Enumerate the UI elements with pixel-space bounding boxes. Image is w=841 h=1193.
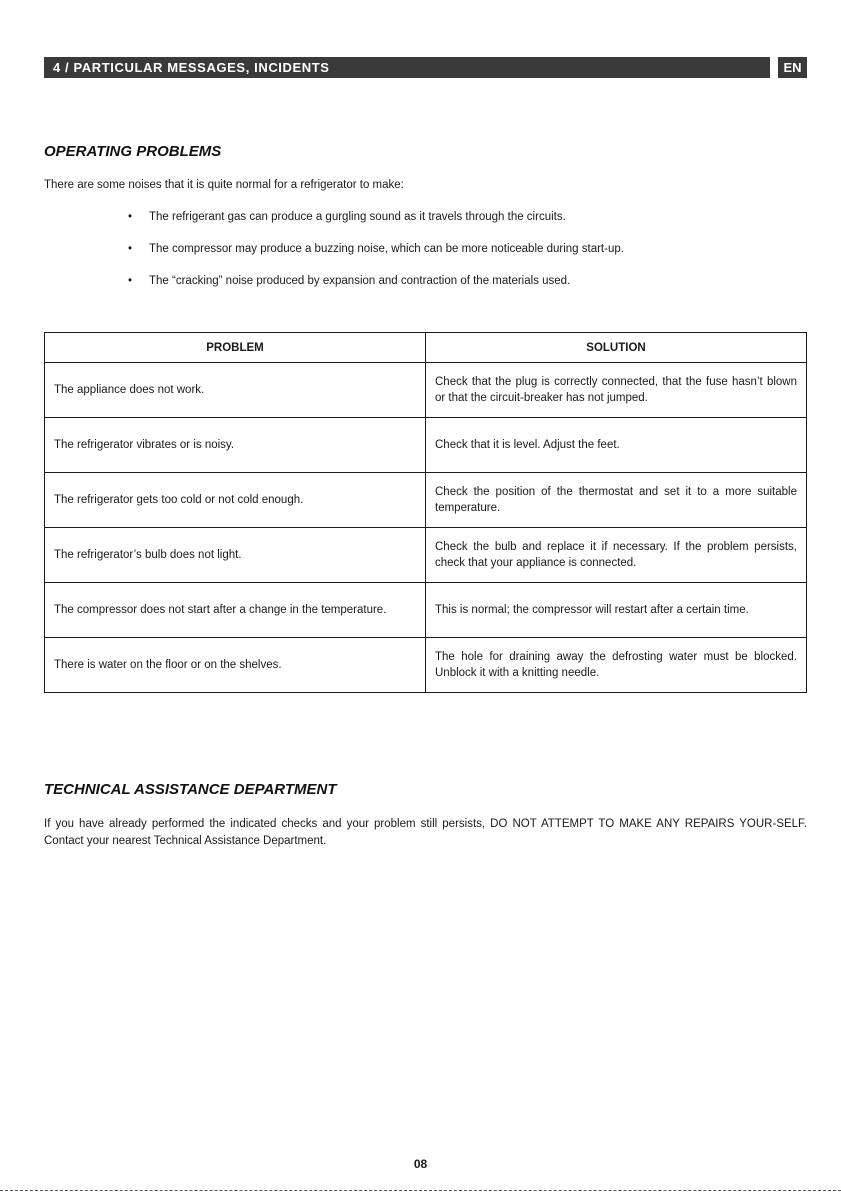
noise-list [128,209,624,305]
solution-cell: Check that it is level. Adjust the feet. [426,418,807,473]
table-row [45,363,807,418]
table-row [45,583,807,638]
solution-cell: The hole for draining away the defrosting water must be blocked. Unblock it with a knitting needle. [426,638,807,693]
problem-cell: The refrigerator gets too cold or not cold enough. [45,473,426,528]
list-item: • The compressor may produce a buzzing noise, which can be more noticeable during start-up. [128,241,624,273]
technical-assistance-text: If you have already performed the indicated checks and your problem still persists, DO NOT ATTEMPT TO MAKE ANY REPAIRS YOUR-SELF. Contact your nearest Technical Assistance Department. [44,818,807,847]
table-row [45,638,807,693]
table-row [45,528,807,583]
technical-assistance-title: TECHNICAL ASSISTANCE DEPARTMENT [44,781,337,798]
list-item: • The refrigerant gas can produce a gurgling sound as it travels through the circuits. [128,209,624,241]
footer-divider [0,1190,841,1191]
table-header-row [45,333,807,363]
problem-column-header: PROBLEM [45,333,426,363]
problem-cell: There is water on the floor or on the shelves. [45,638,426,693]
problem-cell: The appliance does not work. [45,363,426,418]
table-row [45,473,807,528]
solution-column-header: SOLUTION [426,333,807,363]
solution-cell: Check that the plug is correctly connected, that the fuse hasn’t blown or that the circuit-breaker has not jumped. [426,363,807,418]
troubleshooting-table [44,332,807,693]
section-header: 4 / PARTICULAR MESSAGES, INCIDENTS [44,57,770,78]
problem-cell: The refrigerator’s bulb does not light. [45,528,426,583]
solution-cell: Check the position of the thermostat and set it to a more suitable temperature. [426,473,807,528]
page-number: 08 [413,1157,428,1171]
list-item: • The “cracking” noise produced by expansion and contraction of the materials used. [128,273,624,305]
operating-intro: There are some noises that it is quite normal for a refrigerator to make: [44,179,404,191]
operating-problems-title: OPERATING PROBLEMS [44,143,222,160]
solution-cell: This is normal; the compressor will restart after a certain time. [426,583,807,638]
solution-cell: Check the bulb and replace it if necessary. If the problem persists, check that your appliance is connected. [426,528,807,583]
problem-cell: The compressor does not start after a change in the temperature. [45,583,426,638]
language-badge: EN [778,57,807,78]
table-row [45,418,807,473]
problem-cell: The refrigerator vibrates or is noisy. [45,418,426,473]
